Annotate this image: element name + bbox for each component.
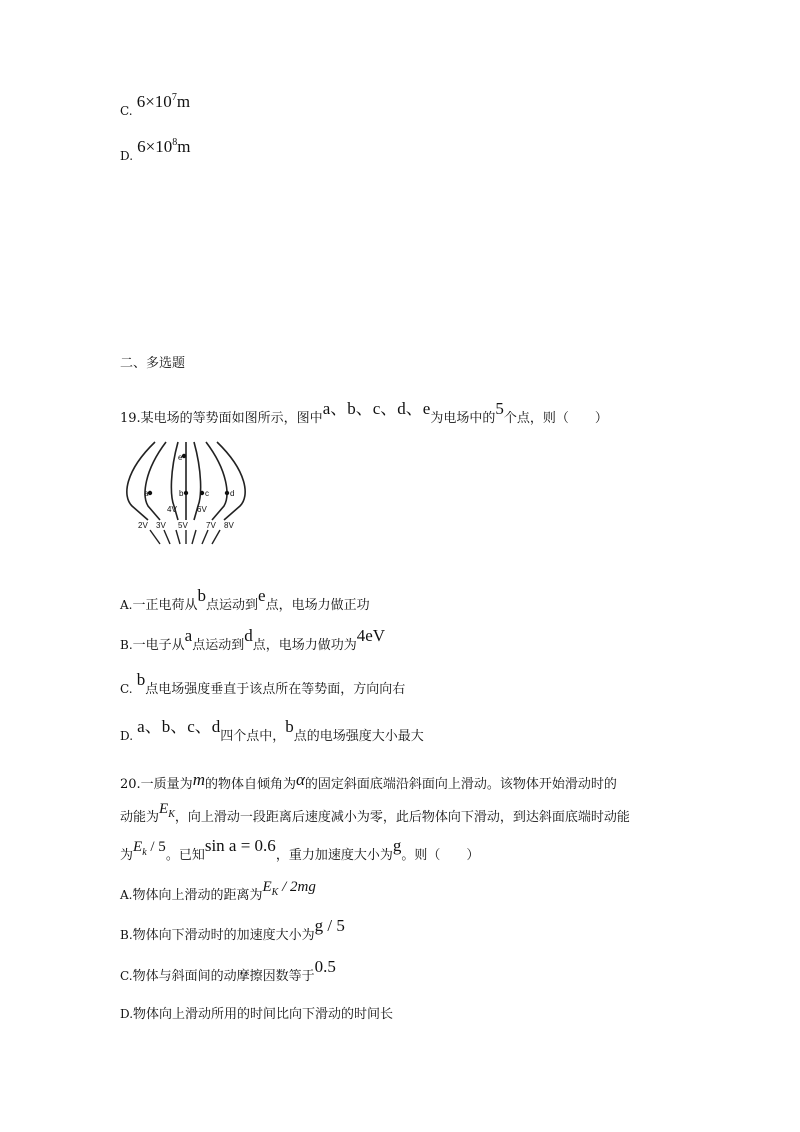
point-d-label: d xyxy=(230,489,235,498)
point-a-label: a xyxy=(144,489,149,498)
point-e-dot xyxy=(182,454,186,458)
potential-label: 4V xyxy=(167,505,177,514)
point-d-dot xyxy=(225,491,229,495)
field-line xyxy=(176,530,180,544)
point-e-label: e xyxy=(178,453,183,462)
field-line xyxy=(212,530,220,544)
equipotential-line xyxy=(206,442,227,520)
point-b-dot xyxy=(184,491,188,495)
section-title: 二、多选题 xyxy=(120,356,186,371)
field-lines xyxy=(150,530,220,544)
q19-option-d: D. a、b、c、d四个点中，b点的电场强度大小最大 xyxy=(120,717,424,744)
prev-option-c xyxy=(120,92,191,120)
option-label: C. xyxy=(120,104,133,118)
potential-label: 6V xyxy=(197,505,207,514)
q20-stem-line1: 20.一质量为m的物体自倾角为α的固定斜面底端沿斜面向上滑动。该物体开始滑动时的 xyxy=(120,770,617,792)
field-line xyxy=(202,530,208,544)
potential-label: 2V xyxy=(138,521,148,530)
field-line xyxy=(150,530,160,544)
q20-option-c: C.物体与斜面间的动摩擦因数等于0.5 xyxy=(120,957,336,984)
option-label: D. xyxy=(120,149,134,163)
q20-stem-line3: 为$E_k / 5$。已知sin a = 0.6，重力加速度大小为g。则（ ） xyxy=(120,836,480,863)
point-c-label: c xyxy=(205,489,209,498)
prev-option-d xyxy=(120,137,191,165)
potential-label: 8V xyxy=(224,521,234,530)
q20-option-a: A.物体向上滑动的距离为$E_K / 2mg$ xyxy=(120,879,316,903)
equipotential-line xyxy=(145,442,166,520)
option-value: $6\times 10^7m$ xyxy=(136,92,191,111)
q20-option-b: B.物体向下滑动时的加速度大小为g / 5 xyxy=(120,916,345,943)
q19-option-c: C. b点电场强度垂直于该点所在等势面，方向向右 xyxy=(120,670,406,697)
field-line xyxy=(192,530,196,544)
point-a-dot xyxy=(148,491,152,495)
potential-label: 3V xyxy=(156,521,166,530)
q20-stem-line2: 动能为$E_K$，向上滑动一段距离后速度减小为零，此后物体向下滑动，到达斜面底端时动能 xyxy=(120,801,630,825)
q19-stem: 19.某电场的等势面如图所示，图中a、b、c、d、e为电场中的5个点，则（ ） xyxy=(120,399,608,426)
potential-label: 7V xyxy=(206,521,216,530)
q19-option-b: B.一电子从a点运动到d点，电场力做功为4eV xyxy=(120,626,386,653)
point-c-dot xyxy=(200,491,204,495)
field-line xyxy=(164,530,170,544)
equipotential-lines xyxy=(127,442,245,520)
point-b-label: b xyxy=(179,489,184,498)
potential-label: 5V xyxy=(178,521,188,530)
equipotential-figure xyxy=(120,436,260,546)
option-value: $6\times 10^8m$ xyxy=(137,137,191,156)
q20-option-d: D.物体向上滑动所用的时间比向下滑动的时间长 xyxy=(120,1007,394,1022)
q19-option-a: A.一正电荷从b点运动到e点，电场力做正功 xyxy=(120,586,370,613)
